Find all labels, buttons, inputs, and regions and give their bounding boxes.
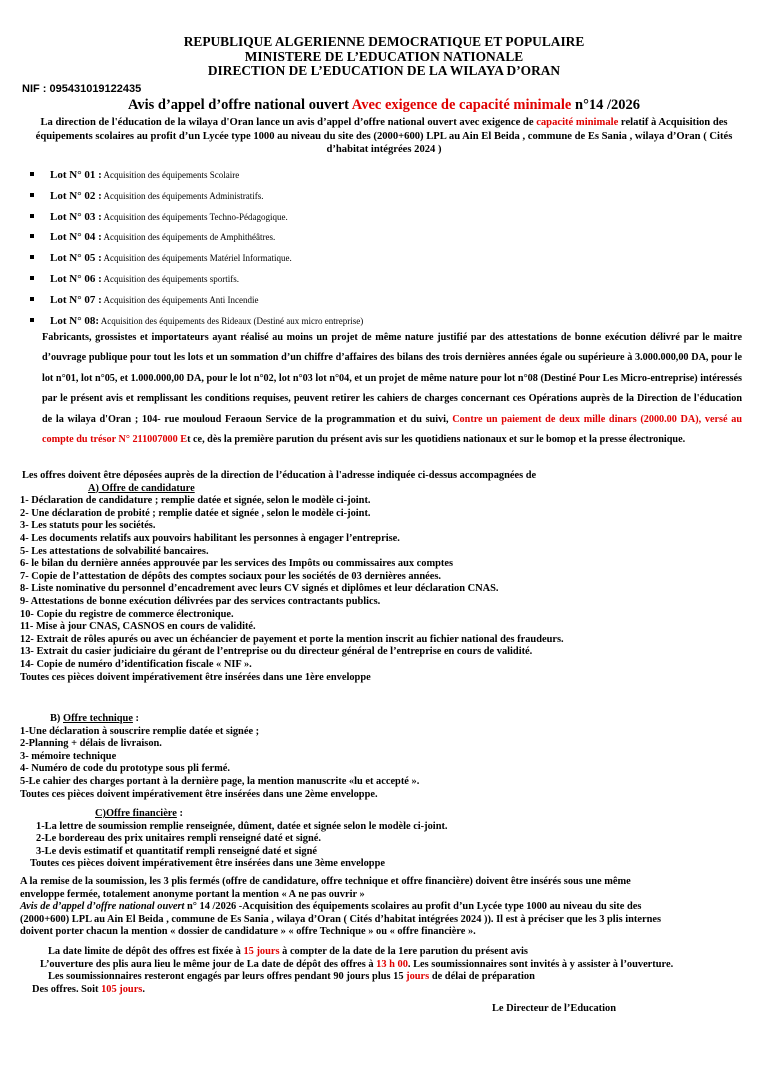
list-item [30, 291, 730, 312]
director-signature: Le Directeur de l’Education [492, 1003, 617, 1014]
list-item: 5-Le cahier des charges portant à la dernière page, la mention manuscrite «lu et accepté ». [20, 775, 420, 787]
technique-heading-prefix: B) [50, 713, 63, 724]
validity-a: Les soumissionnaires resteront engagés par leurs offres pendant 90 jours plus 15 [48, 971, 407, 983]
dates-section [0, 946, 768, 996]
list-item: 2- Une déclaration de probité ; remplie datée et signée , selon le modèle ci-joint. [20, 507, 371, 519]
bullet-icon [30, 255, 34, 259]
remise-line5: doivent porter chacun la mention « dossier de candidature » « offre Technique » ou « offre financière ». [20, 926, 476, 938]
list-item: 8- Liste nominative du personnel d’encadrement avec leurs CV signés et diplômes et leur déclaration CNAS. [20, 583, 499, 595]
list-item [30, 208, 730, 229]
financiere-heading: C)Offre financière [95, 808, 177, 819]
opening-line [0, 959, 768, 972]
lot-label: Lot N° 05 : [50, 252, 102, 265]
eligibility-part3: t ce, dès la première parution du présent avis sur les quotidiens nationaux et sur le bomop et la presse électronique. [187, 434, 686, 446]
title-part2: Avec exigence de capacité minimale [351, 97, 572, 113]
bullet-icon [30, 234, 34, 238]
lot-label: Lot N° 06 : [50, 272, 102, 285]
lot-text: Acquisition des équipements Administratifs. [103, 190, 264, 201]
lot-label: Lot N° 03 : [50, 210, 102, 223]
lot-label: Lot N° 07 : [50, 293, 102, 306]
bullet-icon [30, 276, 34, 280]
header-line-republic: REPUBLIQUE ALGERIENNE DEMOCRATIQUE ET POPULAIRE [183, 34, 585, 49]
list-item: 11- Mise à jour CNAS, CASNOS en cours de validité. [20, 621, 256, 633]
financiere-section [0, 808, 768, 871]
list-item: 9- Attestations de bonne exécution délivrées par des services contractants publics. [20, 595, 381, 607]
avis-italic: Avis de d’appel d’offre national ouvert [20, 901, 185, 913]
list-item: 3- Les statuts pour les sociétés. [20, 520, 156, 532]
remise-line2: enveloppe fermée, totalement anonyme portant la mention « A ne pas ouvrir » [20, 888, 365, 900]
remise-line4: (2000+600) LPL au Ain El Beida , commune de Es Sania , wilaya d’Oran ( Cités d’habitat intégrées 2024 )). Il est à préciser que les 3 plis internes [20, 913, 662, 925]
deadline-line [0, 946, 768, 959]
lot-label: Lot N° 08: [50, 314, 100, 327]
total-days: 105 jours [101, 983, 143, 995]
lot-label: Lot N° 04 : [50, 231, 102, 244]
bullet-icon [30, 214, 34, 218]
list-item: 1-La lettre de soumission remplie renseignée, dûment, datée et signée selon le modèle ci-joint. [36, 820, 448, 832]
list-item: 6- le bilan du dernière années approuvée par les services des Impôts ou commissaires aux comptes [20, 558, 454, 570]
list-item [30, 228, 730, 249]
list-item: 13- Extrait du casier judiciaire du gérant de l’entreprise ou du directeur général de l’entreprise en cours de validité. [20, 646, 533, 658]
intro-part2: capacité minimale [536, 117, 619, 128]
document-header [0, 35, 768, 79]
intro-part1: La direction de l'éducation de la wilaya d'Oran lance un avis d’appel d’offre national ouvert avec exigence de [40, 117, 537, 128]
avis-rest: n° 14 /2026 -Acquisition des équipements scolaires au profit d’un Lycée type 1000 au niveau du site des [184, 901, 642, 913]
total-a: Des offres. Soit [32, 983, 102, 995]
lot-text: Acquisition des équipements Scolaire [103, 170, 240, 180]
header-line-direction: DIRECTION DE L’EDUCATION DE LA WILAYA D’ORAN [207, 63, 561, 78]
list-item [30, 270, 730, 291]
eligibility-part1: Fabricants, grossistes et importateurs ayant réalisé au moins un projet de même nature justifié par des attestations de bonne exécution délivré par le maitre d’ouvrage publique pour tout les lots et un sommation d’un chiffre d’affaires des bilans des trois dernières années égale ou supérieure à 3.000.000,00 DA, pour le lot n°01, lot n°05, et 1.000.000,00 DA, pour le lot n°02, lot n°03 lot n°04, et un projet de même nature pour lot n°08 (Destiné Pour Les Micro-entreprise) intéressés par le présent avis et remplissant les conditions requises, peuvent retirer les cahiers de charges concernant ces Opérations auprès de la Direction de l'éducation de la wilaya d'Oran ; 104- rue mouloud Feraoun Service de la programmation et du suivi, [42, 332, 742, 425]
candidature-footer: Toutes ces pièces doivent impérativement être insérées dans une 1ère enveloppe [20, 671, 371, 683]
validity-days: jours [406, 971, 430, 983]
lot-text: Acquisition des équipements des Rideaux (Destiné aux micro entreprise) [100, 315, 364, 326]
lot-text: Acquisition des équipements Anti Incendie [103, 294, 259, 305]
list-item: 1- Déclaration de candidature ; remplie datée et signée, selon le modèle ci-joint. [20, 495, 371, 507]
technique-section [0, 713, 768, 801]
technique-heading-suffix: : [132, 713, 139, 724]
lot-text: Acquisition des équipements sportifs. [103, 273, 240, 284]
bullet-icon [30, 318, 34, 322]
total-b: . [142, 983, 145, 995]
bullet-icon [30, 193, 34, 197]
opening-b: . Les soumissionnaires sont invités à y assister à l’ouverture. [407, 958, 674, 970]
list-item: 3-Le devis estimatif et quantitatif rempli renseigné daté et signé [36, 845, 317, 857]
list-item: 2-Le bordereau des prix unitaires rempli renseigné daté et signé. [36, 833, 321, 845]
list-item: 4- Numéro de code du prototype sous pli fermé. [20, 763, 231, 775]
list-item: 1-Une déclaration à souscrire remplie datée et signée ; [20, 725, 260, 737]
lot-text: Acquisition des équipements de Amphithéâtres. [103, 232, 276, 243]
offres-intro: Les offres doivent être déposées auprès de la direction de l’éducation à l'adresse indiquée ci-dessus accompagnées de [22, 470, 537, 481]
list-item: 4- Les documents relatifs aux pouvoirs habilitant les personnes à engager l’entreprise. [20, 532, 400, 544]
list-item: 5- Les attestations de solvabilité bancaires. [20, 545, 209, 557]
financiere-heading-suffix: : [176, 808, 183, 819]
candidature-section [0, 470, 768, 684]
list-item [30, 249, 730, 270]
remise-line1: A la remise de la soumission, les 3 plis fermés (offre de candidature, offre technique et offre financière) doivent être insérés sous une même [20, 876, 631, 887]
lot-text: Acquisition des équipements Matériel Informatique. [103, 253, 292, 264]
payment-note: Contre un paiement de deux mille dinars (2000.00 DA), versé au compte du trésor N° 211007000 E [42, 413, 742, 446]
list-item [30, 166, 730, 187]
validity-line [0, 971, 768, 984]
list-item: 2-Planning + délais de livraison. [20, 738, 162, 750]
lot-text: Acquisition des équipements Techno-Pédagogique. [103, 211, 288, 222]
validity-b: de délai de préparation [429, 971, 535, 983]
eligibility-paragraph [42, 328, 742, 450]
lot-label: Lot N° 02 : [50, 189, 102, 202]
deadline-a: La date limite de dépôt des offres est fixée à [48, 946, 244, 957]
list-item: 7- Copie de l’attestation de dépôts des comptes sociaux pour les sociétés de 03 dernières années. [20, 570, 441, 582]
notice-title [0, 97, 768, 114]
list-item [30, 187, 730, 208]
opening-a: L’ouverture des plis aura lieu le même jour de La date de dépôt des offres à [40, 958, 377, 970]
title-part1: Avis d’appel d’offre national ouvert [127, 97, 352, 113]
list-item: 10- Copie du registre de commerce électronique. [20, 608, 234, 620]
section-heading [0, 713, 768, 726]
section-heading [0, 483, 768, 496]
intro-part3: relatif à Acquisition des équipements scolaires au profit d’un Lycée type 1000 au niveau du site des (2000+600) LPL au Ain El Beida , commune de Es Sania , wilaya d’Oran ( Cités d’habitat intégrées 2024 ) [35, 117, 733, 156]
opening-time: 13 h 00 [376, 958, 408, 970]
section-heading [0, 808, 768, 821]
candidature-heading: A) Offre de candidature [88, 482, 195, 494]
lots-list [30, 166, 730, 332]
nif-number: NIF : 095431019122435 [22, 83, 142, 95]
technique-heading: Offre technique [63, 713, 133, 724]
header-line-ministry: MINISTERE DE L’EDUCATION NATIONALE [244, 48, 524, 64]
total-line [0, 984, 768, 997]
deadline-days: 15 jours [243, 946, 280, 957]
title-part3: n°14 /2026 [571, 97, 641, 113]
list-item: 3- mémoire technique [20, 750, 117, 762]
lot-label: Lot N° 01 : [50, 169, 102, 181]
remise-section [0, 876, 768, 939]
remise-line3 [0, 901, 768, 914]
list-item: 14- Copie de numéro d’identification fiscale « NIF ». [20, 658, 252, 670]
bullet-icon [30, 172, 34, 176]
deadline-b: à compter de la date de la 1ere parution du présent avis [279, 946, 528, 957]
list-item: 12- Extrait de rôles apurés ou avec un échéancier de payement et porte la mention inscrit au fichier national des fraudeurs. [20, 633, 564, 645]
intro-paragraph [26, 116, 742, 157]
financiere-footer: Toutes ces pièces doivent impérativement être insérées dans une 3ème enveloppe [30, 858, 385, 870]
bullet-icon [30, 297, 34, 301]
technique-footer: Toutes ces pièces doivent impérativement être insérées dans une 2ème enveloppe. [20, 788, 378, 800]
